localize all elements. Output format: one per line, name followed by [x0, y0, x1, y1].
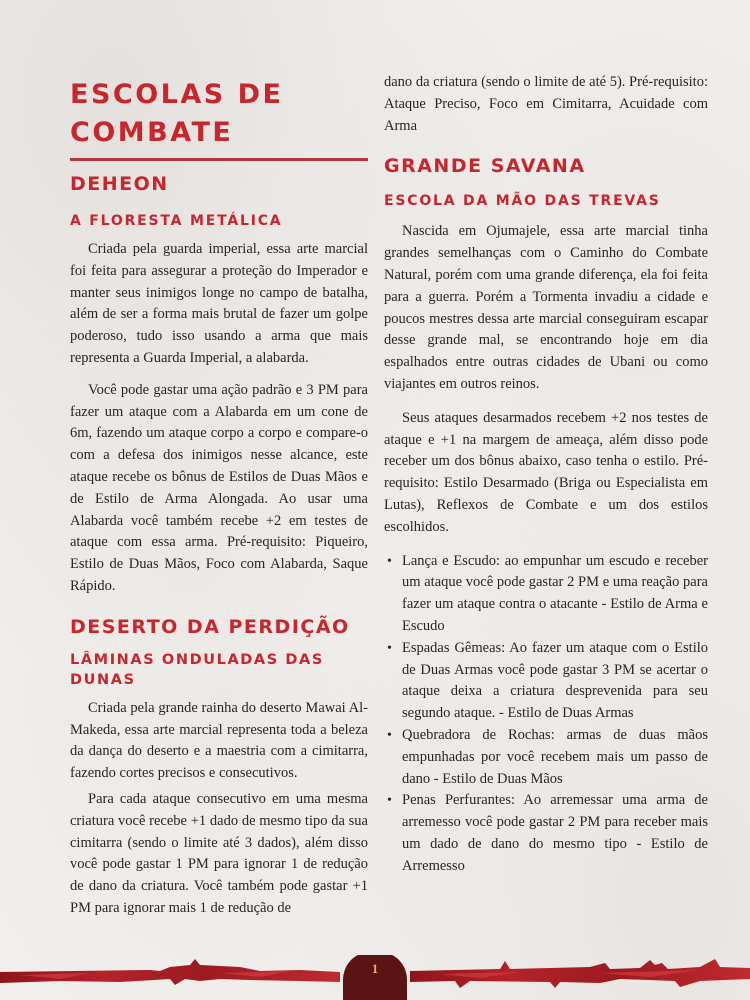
title-divider	[70, 158, 368, 161]
style-bonus-list	[384, 551, 708, 878]
right-column	[384, 72, 708, 878]
region-heading-savana: GRANDE SAVANA	[384, 155, 586, 178]
school-heading-laminas-onduladas: LÂMINAS ONDULADAS DAS DUNAS	[70, 651, 324, 688]
list-item: • Quebradora de Rochas: armas de duas mãos empunhadas por você recebem mais um passo de dano - Estilo de Duas Mãos	[402, 725, 708, 790]
left-column	[70, 68, 368, 930]
school-heading-mao-das-trevas: ESCOLA DA MÃO DAS TREVAS	[384, 193, 661, 210]
school-heading-floresta-metalica: A FLORESTA METÁLICA	[70, 213, 283, 229]
region-heading-deheon: DEHEON	[70, 173, 169, 195]
paragraph: Criada pela guarda imperial, essa arte marcial foi feita para assegurar a proteção do Imperador e manter seus inimigos longe no campo de batalha, além de ser a forma mais brutal de fazer um golpe poderoso, tudo isso usando a arma que mais representa a Guarda Imperial, a alabarda.	[70, 241, 368, 366]
page-title: ESCOLAS DE COMBATE	[70, 79, 284, 148]
list-item: • Espadas Gêmeas: Ao fazer um ataque com o Estilo de Duas Armas você pode gastar 3 PM se acertar o ataque deixa a criatura desprevenida para seu segundo ataque. - Estilo de Duas Armas	[402, 638, 708, 725]
paragraph: Nascida em Ojumajele, essa arte marcial tinha grandes semelhanças com o Caminho do Combate Natural, porém com uma grande diferença, ela foi feita para a guerra. Porém a Tormenta invadiu a cidade e poucos mestres dessa arte marcial conseguiram escapar desse grande mal, se encontrando hoje em dia espalhados entre outras cidades de Ubani ou como viajantes em outros reinos.	[384, 223, 708, 392]
paragraph: Seus ataques desarmados recebem +2 nos testes de ataque e +1 na margem de ameaça, além disso pode receber um dos bônus abaixo, caso tenha o estilo. Pré-requisito: Estilo Desarmado (Briga ou Especialista em Lutas), Reflexos de Combate e um dos estilos escolhidos.	[384, 409, 708, 535]
paragraph: Criada pela grande rainha do deserto Mawai Al-Makeda, essa arte marcial representa toda a beleza da dança do deserto e a maestria com a cimitarra, fazendo cortes precisos e consecutivos.	[70, 699, 368, 782]
paragraph-continued: dano da criatura (sendo o limite de até 5). Pré-requisito: Ataque Preciso, Foco em Cimitarra, Acuidade com Arma	[384, 74, 708, 134]
region-heading-deserto: DESERTO DA PERDIÇÃO	[70, 615, 350, 638]
list-item: • Penas Perfurantes: Ao arremessar uma arma de arremesso você pode gastar 2 PM para receber mais um dado de dano do mesmo tipo - Estilo de Arremesso	[402, 790, 708, 877]
paragraph: Para cada ataque consecutivo em uma mesma criatura você recebe +1 dado de mesmo tipo da sua cimitarra (sendo o limite até 3 dados), além disso você pode gastar 1 PM para ignorar 1 de redução de dano da criatura. Você também pode gastar +1 PM para ignorar mais 1 de redução de	[70, 790, 368, 916]
list-item: • Lança e Escudo: ao empunhar um escudo e receber um ataque você pode gastar 2 PM e uma reação para fazer um ataque contra o atacante - Estilo de Arma e Escudo	[402, 551, 708, 638]
paragraph: Você pode gastar uma ação padrão e 3 PM para fazer um ataque com a Alabarda em um cone de 6m, fazendo um ataque corpo a corpo e compare-o com a defesa dos inimigos nesse alcance, este ataque recebe os bônus de Estilos de Duas Mãos e de Estilo de Arma Alongada. Ao usar uma Alabarda você também recebe +2 em testes de ataque com essa arma. Pré-requisito: Piqueiro, Estilo de Duas Mãos, Foco com Alabarda, Saque Rápido.	[70, 381, 368, 594]
page-number: 1	[371, 961, 379, 976]
